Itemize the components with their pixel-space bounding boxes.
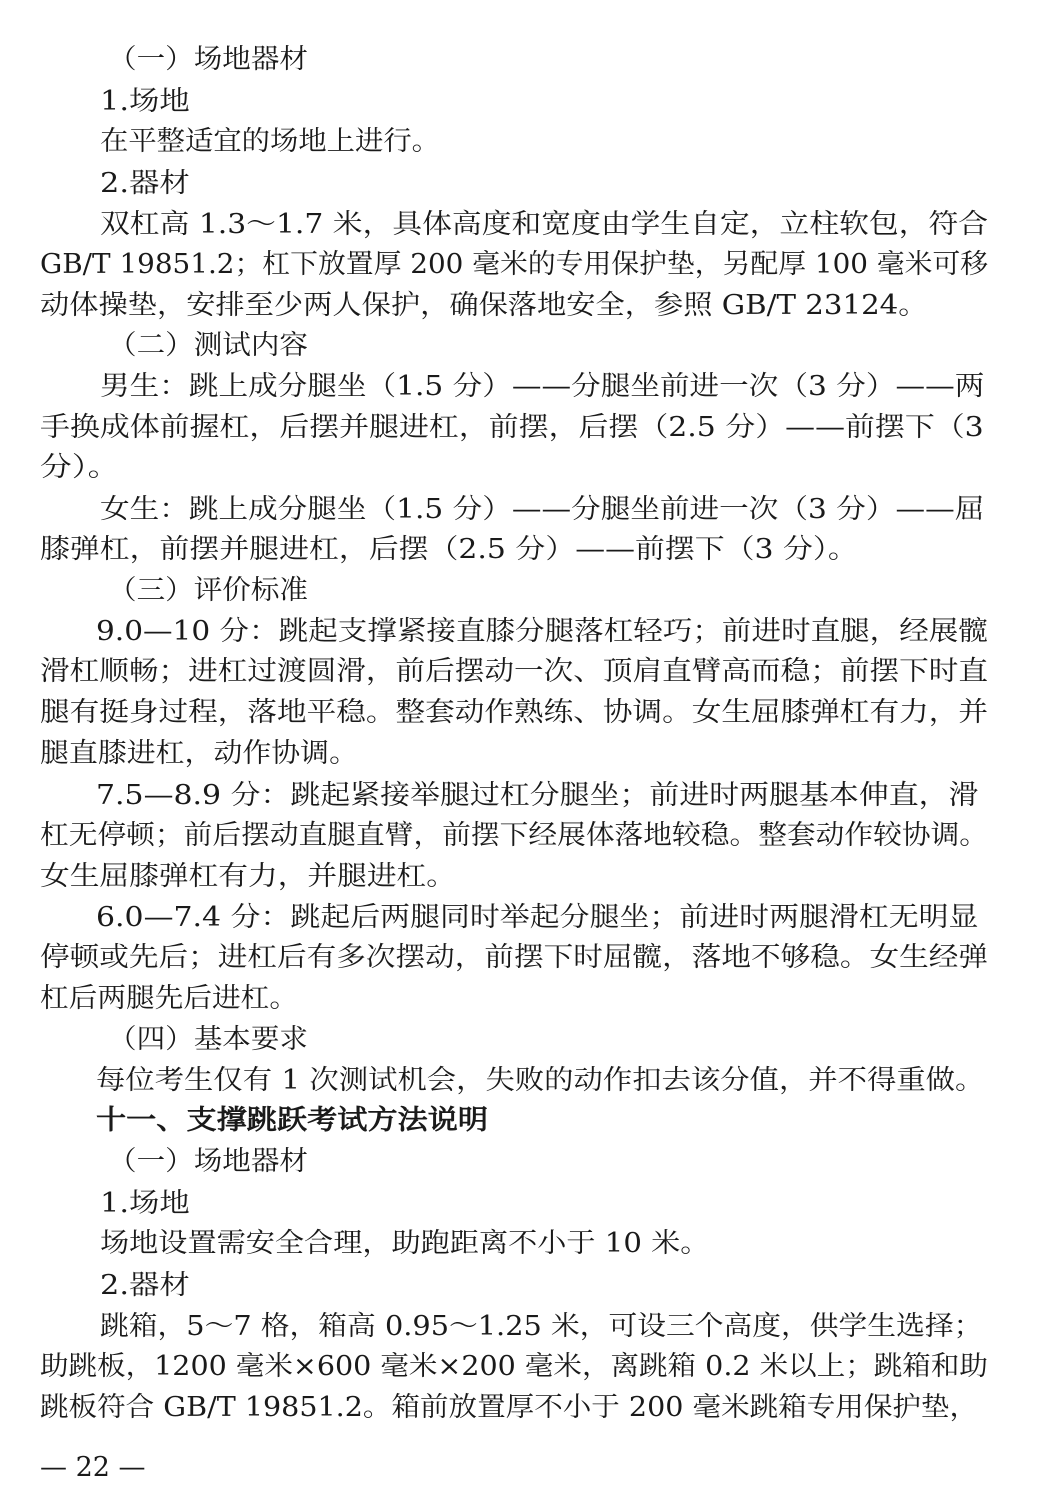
subheading-line — [0, 571, 1044, 611]
line-text: （三）评价标准 — [108, 575, 308, 606]
section-title — [0, 1101, 1044, 1141]
line-text: 杠后两腿先后进杠。 — [40, 983, 298, 1014]
line-text: （一）场地器材 — [108, 44, 308, 75]
line-text: 腿有挺身过程，落地平稳。整套动作熟练、协调。女生屈膝弹杠有力，并 — [40, 697, 988, 728]
line-text: （一）场地器材 — [108, 1146, 308, 1177]
line-text: 杠无停顿；前后摆动直腿直臂，前摆下经展体落地较稳。整套动作较协调。 — [40, 820, 989, 851]
line-text: 停顿或先后；进杠后有多次摆动，前摆下时屈髋，落地不够稳。女生经弹 — [40, 942, 988, 973]
line-text: 膝弹杠，前摆并腿进杠，后摆（2.5 分）——前摆下（3 分）。 — [40, 534, 858, 565]
line-text: 双杠高 1.3～1.7 米，具体高度和宽度由学生自定，立柱软包，符合 — [100, 209, 989, 240]
line-text: 9.0—10 分：跳起支撑紧接直膝分腿落杠轻巧；前进时直腿，经展髋 — [96, 616, 988, 647]
subheading-line — [0, 1184, 1044, 1224]
text-line — [0, 652, 1044, 692]
subheading-line — [0, 164, 1044, 204]
line-text: GB/T 19851.2；杠下放置厚 200 毫米的专用保护垫，另配厚 100 毫米可移 — [40, 249, 989, 280]
line-text: 分）。 — [40, 452, 120, 483]
text-line — [0, 693, 1044, 733]
line-text: （二）测试内容 — [108, 330, 308, 361]
text-line — [0, 286, 1044, 326]
text-line — [0, 938, 1044, 978]
text-line — [0, 898, 1044, 938]
text-line — [0, 612, 1044, 652]
text-line — [0, 979, 1044, 1019]
line-text: 1.场地 — [100, 1188, 190, 1219]
text-line — [0, 205, 1044, 245]
text-line — [0, 122, 1044, 162]
line-text: 女生：跳上成分腿坐（1.5 分）——分腿坐前进一次（3 分）——屈 — [100, 494, 985, 525]
text-line — [0, 490, 1044, 530]
text-line — [0, 1307, 1044, 1347]
text-line — [0, 857, 1044, 897]
text-line — [0, 1347, 1044, 1387]
line-text: 跳箱，5～7 格，箱高 0.95～1.25 米，可设三个高度，供学生选择； — [100, 1311, 983, 1342]
text-line — [0, 448, 1044, 488]
text-line — [0, 367, 1044, 407]
text-line — [0, 734, 1044, 774]
line-text: 7.5—8.9 分：跳起紧接举腿过杠分腿坐；前进时两腿基本伸直，滑 — [96, 780, 979, 811]
line-text: 女生屈膝弹杠有力，并腿进杠。 — [40, 861, 456, 892]
line-text: 2.器材 — [100, 168, 190, 199]
text-line — [0, 408, 1044, 448]
line-text: 2.器材 — [100, 1270, 190, 1301]
line-text: 在平整适宜的场地上进行。 — [100, 126, 441, 157]
line-text: 1.场地 — [100, 86, 190, 117]
line-text: 动体操垫，安排至少两人保护，确保落地安全，参照 GB/T 23124。 — [40, 290, 928, 321]
line-text: 跳板符合 GB/T 19851.2。箱前放置厚不小于 200 毫米跳箱专用保护垫， — [40, 1392, 979, 1423]
subheading-line — [0, 1266, 1044, 1306]
subheading-line — [0, 1020, 1044, 1060]
line-text: 十一、支撑跳跃考试方法说明 — [96, 1105, 488, 1136]
text-line — [0, 245, 1044, 285]
line-text: 腿直膝进杠，动作协调。 — [40, 738, 358, 769]
line-text: （四）基本要求 — [108, 1024, 308, 1055]
line-text: 手换成体前握杠，后摆并腿进杠，前摆，后摆（2.5 分）——前摆下（3 — [40, 412, 984, 443]
line-text: 场地设置需安全合理，助跑距离不小于 10 米。 — [100, 1228, 710, 1259]
line-text: 助跳板，1200 毫米×600 毫米×200 毫米，离跳箱 0.2 米以上；跳箱和助 — [40, 1351, 988, 1382]
subheading-line — [0, 1142, 1044, 1182]
subheading-line — [0, 40, 1044, 80]
line-text: 6.0—7.4 分：跳起后两腿同时举起分腿坐；前进时两腿滑杠无明显 — [96, 902, 979, 933]
line-text: 滑杠顺畅；进杠过渡圆滑，前后摆动一次、顶肩直臂高而稳；前摆下时直 — [40, 656, 988, 687]
text-line — [0, 816, 1044, 856]
subheading-line — [0, 82, 1044, 122]
text-line — [0, 1388, 1044, 1428]
page-number: — 22 — — [40, 1452, 146, 1483]
text-line — [0, 530, 1044, 570]
line-text: 男生：跳上成分腿坐（1.5 分）——分腿坐前进一次（3 分）——两 — [100, 371, 985, 402]
subheading-line — [0, 326, 1044, 366]
line-text: 每位考生仅有 1 次测试机会，失败的动作扣去该分值，并不得重做。 — [96, 1065, 985, 1096]
text-line — [0, 776, 1044, 816]
text-line — [0, 1061, 1044, 1101]
text-line — [0, 1224, 1044, 1264]
